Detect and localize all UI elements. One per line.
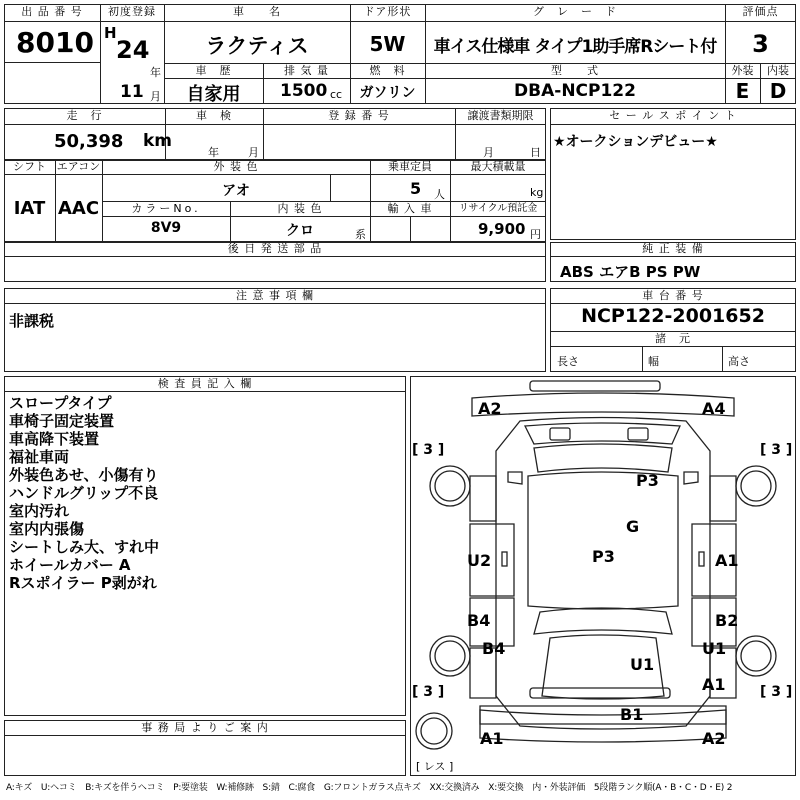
transfer-month-unit: 月 bbox=[483, 146, 494, 159]
int-color-label: 内 装 色 bbox=[277, 202, 323, 215]
displacement-label: 排 気 量 bbox=[284, 64, 329, 77]
damage-mark: A2 bbox=[702, 729, 726, 748]
tire-score: [ 3 ] bbox=[412, 684, 445, 700]
ac: AAC bbox=[57, 198, 100, 219]
recycle-label: リサイクル預託金 bbox=[458, 203, 538, 214]
capacity-label: 乗車定員 bbox=[388, 160, 432, 173]
inspector-line: スロープタイプ bbox=[9, 394, 112, 412]
inspector-notes bbox=[9, 394, 159, 592]
ext-grade: E bbox=[735, 79, 750, 103]
inspector-line: ハンドルグリップ不良 bbox=[9, 484, 159, 502]
sales-point: ★オークションデビュー★ bbox=[553, 134, 718, 150]
damage-mark: P3 bbox=[592, 547, 615, 566]
transfer-day-unit: 日 bbox=[530, 146, 541, 159]
color-no: 8V9 bbox=[150, 220, 182, 236]
car-name-label: 車 名 bbox=[233, 5, 281, 18]
notes-label: 注 意 事 項 欄 bbox=[236, 289, 314, 302]
inspection-label: 車 検 bbox=[196, 109, 232, 122]
equipment-label: 純 正 装 備 bbox=[642, 242, 704, 255]
int-grade-label: 内装 bbox=[767, 64, 789, 77]
history-label: 車 歴 bbox=[195, 64, 232, 77]
damage-mark: U1 bbox=[702, 639, 727, 658]
damage-mark: G bbox=[626, 517, 640, 536]
inspection-month-unit: 月 bbox=[248, 146, 259, 159]
shift: IAT bbox=[13, 198, 46, 219]
damage-mark: B1 bbox=[620, 705, 644, 724]
grade-label: グ レ ー ド bbox=[533, 5, 617, 18]
mirror-right bbox=[684, 472, 698, 484]
left-front-handle bbox=[502, 552, 507, 566]
chassis-label: 車 台 番 号 bbox=[642, 289, 704, 302]
inspector-line: シートしみ大、すれ中 bbox=[9, 538, 160, 556]
inspector-line: 室内汚れ bbox=[9, 502, 70, 520]
max-load-unit: kg bbox=[530, 186, 544, 199]
import-label: 輸 入 車 bbox=[387, 202, 433, 215]
damage-mark: A4 bbox=[702, 399, 726, 418]
color-no-label: カラーNo. bbox=[131, 202, 201, 215]
capacity: 5 bbox=[410, 179, 422, 198]
rear-bumper bbox=[480, 710, 726, 742]
inspector-line: ホイールカバー A bbox=[9, 556, 131, 574]
inspector-label: 検 査 員 記 入 欄 bbox=[157, 377, 253, 390]
later-parts-label: 後 日 発 送 部 品 bbox=[227, 242, 323, 255]
ext-color: アオ bbox=[222, 183, 250, 199]
sales-point-box bbox=[550, 108, 796, 240]
damage-mark: U2 bbox=[467, 551, 492, 570]
tire-score: [ 3 ] bbox=[760, 442, 793, 458]
left-front-fender bbox=[470, 476, 496, 521]
damage-mark: B4 bbox=[467, 611, 491, 630]
grade: 車イス仕様車 タイプ1助手席Rシート付 bbox=[433, 37, 717, 57]
ac-label: エアコン bbox=[56, 160, 101, 173]
length-label: 長さ bbox=[557, 355, 579, 368]
score-label: 評価点 bbox=[742, 5, 779, 18]
rear-glass bbox=[534, 608, 672, 634]
wheel-rear-left bbox=[430, 636, 470, 676]
door-label: ドア形状 bbox=[363, 5, 412, 18]
damage-mark: U1 bbox=[630, 655, 655, 674]
damage-mark: A2 bbox=[478, 399, 502, 418]
hood bbox=[525, 423, 680, 444]
equipment: ABS エアB PS PW bbox=[560, 263, 701, 281]
inspector-line: 車椅子固定装置 bbox=[9, 412, 115, 430]
sales-point-label: セ ー ル ス ポ イ ン ト bbox=[609, 109, 737, 122]
specs-label: 諸 元 bbox=[655, 332, 691, 345]
mileage: 50,398 bbox=[54, 131, 124, 152]
int-color: クロ bbox=[286, 223, 314, 239]
tire-score: [ 3 ] bbox=[412, 442, 445, 458]
wheel-front-left bbox=[430, 466, 470, 506]
legend: A:キズ U:ヘコミ B:キズを伴うヘコミ P:要塗装 W:補修跡 S:錆 C:腐食 G:フロントガラス点キズ XX:交換済み X:要交換 内・外装評価 5段階ランク順(A・B・C・D・E) 2 bbox=[6, 783, 733, 793]
damage-mark: B2 bbox=[715, 611, 739, 630]
lot-no: 8010 bbox=[16, 26, 94, 59]
right-front-fender bbox=[710, 476, 736, 521]
damage-mark: A1 bbox=[715, 551, 739, 570]
ext-grade-label: 外装 bbox=[731, 64, 754, 77]
door: 5W bbox=[369, 32, 406, 56]
first-reg-label: 初度登録 bbox=[108, 5, 156, 18]
era: H bbox=[104, 24, 117, 42]
wheel-front-right bbox=[736, 466, 776, 506]
displacement: 1500 bbox=[280, 81, 328, 101]
ext-color-label: 外 装 色 bbox=[213, 160, 259, 173]
fuel-label: 燃 料 bbox=[369, 64, 406, 77]
month: 11 bbox=[120, 82, 144, 102]
inspector-line: 車高降下装置 bbox=[9, 430, 100, 448]
int-grade: D bbox=[769, 79, 787, 103]
windshield bbox=[534, 444, 672, 472]
inspector-line: Rスポイラー P剥がれ bbox=[9, 574, 157, 592]
width-label: 幅 bbox=[648, 355, 659, 368]
damage-mark: B4 bbox=[482, 639, 506, 658]
year-unit: 年 bbox=[150, 66, 161, 79]
front-bumper-top bbox=[530, 381, 660, 391]
car-diagram bbox=[410, 376, 796, 776]
displacement-unit: cc bbox=[330, 88, 343, 101]
damage-mark: P3 bbox=[636, 471, 659, 490]
shift-label: シフト bbox=[13, 160, 46, 173]
office-label: 事 務 局 よ り ご 案 内 bbox=[141, 721, 269, 734]
transfer-label: 譲渡書類期限 bbox=[467, 109, 534, 122]
wiper-left bbox=[550, 428, 570, 440]
recycle: 9,900 bbox=[478, 220, 526, 238]
model: DBA-NCP122 bbox=[514, 81, 636, 101]
reg-no-label: 登 録 番 号 bbox=[328, 109, 390, 122]
year: 24 bbox=[116, 36, 150, 64]
roof bbox=[528, 472, 678, 609]
chassis: NCP122-2001652 bbox=[581, 305, 765, 327]
lot-no-label: 出 品 番 号 bbox=[21, 5, 83, 18]
front-bumper bbox=[472, 393, 734, 416]
max-load-label: 最大積載量 bbox=[470, 160, 526, 173]
int-color-unit: 系 bbox=[355, 228, 366, 241]
capacity-unit: 人 bbox=[434, 188, 445, 201]
notes-text: 非課税 bbox=[9, 312, 55, 330]
damage-mark: A1 bbox=[702, 675, 726, 694]
month-unit: 月 bbox=[150, 90, 161, 103]
score: 3 bbox=[752, 30, 769, 58]
wheel-rear-right bbox=[736, 636, 776, 676]
mileage-unit: km bbox=[143, 131, 173, 151]
right-front-handle bbox=[699, 552, 704, 566]
inspector-line: 福祉車両 bbox=[9, 448, 70, 466]
mirror-left bbox=[508, 472, 522, 484]
inspection-year-unit: 年 bbox=[208, 146, 219, 159]
inspector-line: 室内内張傷 bbox=[9, 520, 85, 538]
inspector-line: 外装色あせ、小傷有り bbox=[9, 466, 159, 484]
model-label: 型 式 bbox=[551, 64, 599, 77]
height-label: 高さ bbox=[728, 355, 750, 368]
car-name: ラクティス bbox=[205, 34, 309, 58]
damage-mark: A1 bbox=[480, 729, 504, 748]
tire-score: [ 3 ] bbox=[760, 684, 793, 700]
mileage-label: 走 行 bbox=[66, 109, 103, 122]
history: 自家用 bbox=[186, 84, 241, 105]
wiper-right bbox=[628, 428, 648, 440]
spare-label: [ レス ] bbox=[416, 760, 454, 773]
fuel: ガソリン bbox=[359, 85, 416, 101]
recycle-unit: 円 bbox=[530, 228, 541, 241]
